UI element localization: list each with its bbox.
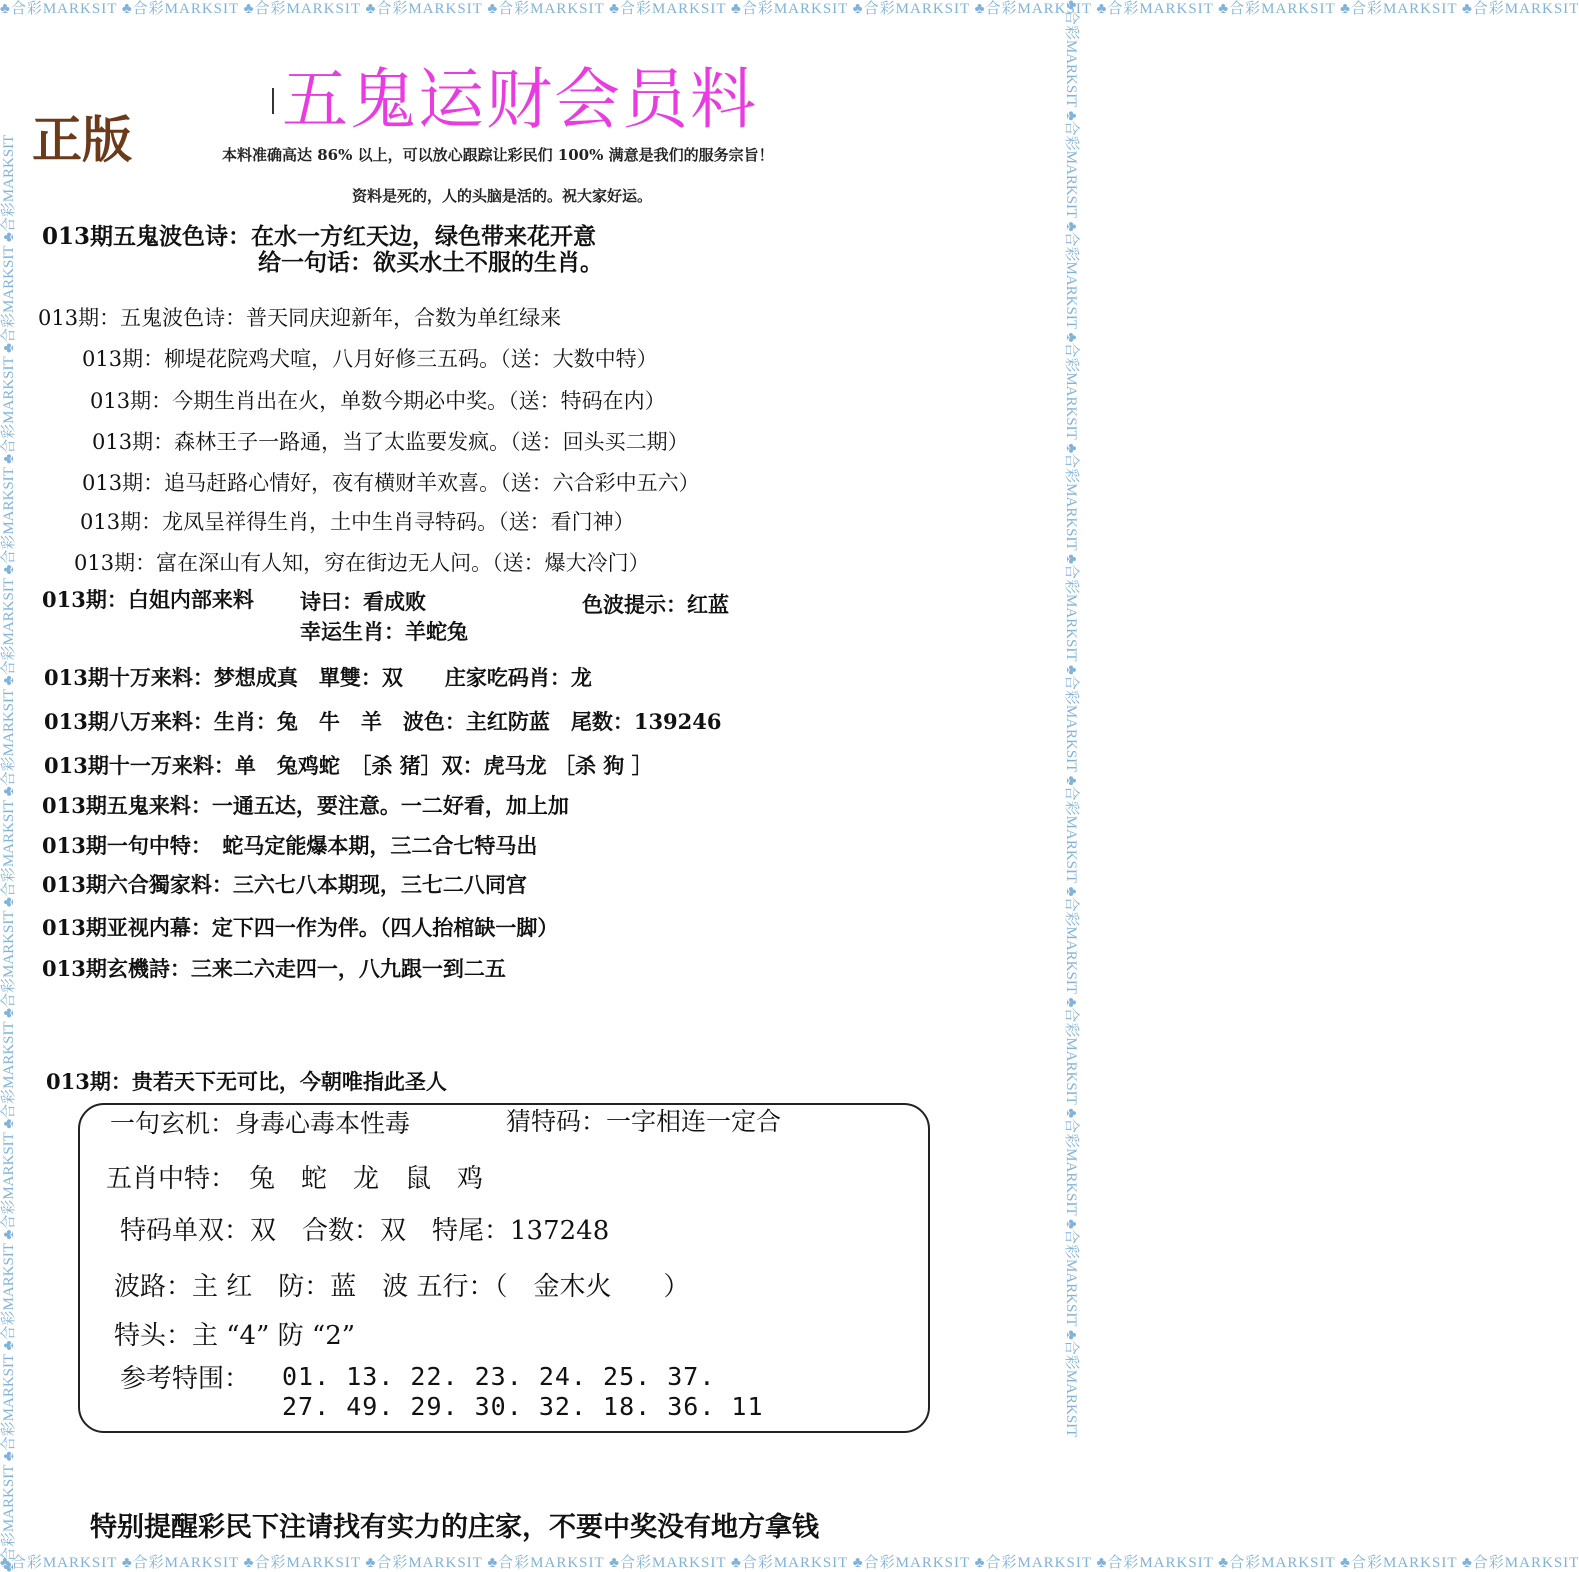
box-head: 特头：主 “4” 防 “2” [114, 1321, 356, 1351]
title-cursor-bar [272, 88, 274, 114]
list-item: 013期五鬼来料：一通五达，要注意。一二好看，加上加 [42, 793, 569, 818]
box-five-zodiac: 五肖中特： 兔 蛇 龙 鼠 鸡 [106, 1164, 484, 1194]
list-item: 013期十一万来料：单 兔鸡蛇 ［杀 猪］双：虎马龙 ［杀 狗 ］ [44, 753, 653, 778]
baijie-label: 013期：白姐内部来料 [42, 587, 254, 612]
baijie-color-hint: 色波提示：红蓝 [582, 592, 729, 617]
list-item: 013期一句中特： 蛇马定能爆本期，三二合七特马出 [42, 833, 538, 858]
list-item: 013期玄機詩：三来二六走四一，八九跟一到二五 [42, 956, 506, 981]
box-guess: 猜特码：一字相连一定合 [506, 1107, 782, 1136]
list-item: 013期六合獨家料：三六七八本期现，三七二八同宫 [42, 872, 527, 897]
footer-warning: 特别提醒彩民下注请找有实力的庄家，不要中奖没有地方拿钱 [90, 1512, 819, 1543]
watermark-right-text: ♣合彩MARKSIT ♣合彩MARKSIT ♣合彩MARKSIT ♣合彩MARKSIT ♣合彩MARKSIT ♣合彩MARKSIT ♣合彩MARKSIT ♣合彩MARKSIT ♣合彩MARKSIT ♣合彩MARKSIT ♣合彩MARKSIT ♣合彩MARKSIT ♣合彩MARKSIT [1063, 0, 1079, 1438]
list-item: 013期十万来料：梦想成真 單雙：双 庄家吃码肖：龙 [44, 665, 592, 690]
tagline-luck: 资料是死的，人的头脑是活的。祝大家好运。 [352, 187, 653, 205]
list-item: 013期八万来料：生肖：兔 牛 羊 波色：主红防蓝 尾数：139246 [44, 709, 722, 734]
watermark-bottom: ♣合彩MARKSIT ♣合彩MARKSIT ♣合彩MARKSIT ♣合彩MARKSIT ♣合彩MARKSIT ♣合彩MARKSIT ♣合彩MARKSIT ♣合彩MARKSIT ♣合彩MARKSIT ♣合彩MARKSIT ♣合彩MARKSIT ♣合彩MARKSIT ♣合彩MARKSIT [0, 1555, 1579, 1571]
list-item: 013期：富在深山有人知，穷在街边无人问。（送：爆大冷门） [74, 551, 650, 575]
box-ref-numbers-1: 01. 13. 22. 23. 24. 25. 37. [282, 1362, 716, 1391]
watermark-right [1062, 0, 1080, 1572]
watermark-left-text: ♣合彩MARKSIT ♣合彩MARKSIT ♣合彩MARKSIT ♣合彩MARKSIT ♣合彩MARKSIT ♣合彩MARKSIT ♣合彩MARKSIT ♣合彩MARKSIT ♣合彩MARKSIT ♣合彩MARKSIT ♣合彩MARKSIT ♣合彩MARKSIT ♣合彩MARKSIT [1, 134, 17, 1572]
box-wave: 波路：主 红 防：蓝 波 五行：（ 金木火 ） [114, 1272, 690, 1302]
poem-sub: 给一句话：欲买水土不服的生肖。 [258, 249, 603, 276]
list-item: 013期亚视内幕：定下四一作为伴。（四人抬棺缺一脚） [42, 915, 559, 940]
watermark-left [0, 0, 18, 1572]
baijie-poem: 诗曰：看成败 [300, 589, 426, 614]
tagline-accuracy: 本料准确高达 86% 以上，可以放心跟踪让彩民们 100% 满意是我们的服务宗旨！ [222, 146, 774, 164]
page-title: 五鬼运财会员料 [282, 61, 758, 138]
list-item: 013期：柳堤花院鸡犬喧，八月好修三五码。（送：大数中特） [82, 347, 658, 371]
baijie-lucky: 幸运生肖：羊蛇兔 [300, 619, 468, 644]
box-ref-numbers-2: 27. 49. 29. 30. 32. 18. 36. 11 [282, 1392, 764, 1421]
last-line: 013期：贵若天下无可比，今朝唯指此圣人 [46, 1069, 447, 1094]
list-item: 013期：五鬼波色诗：普天同庆迎新年，合数为单红绿来 [38, 306, 562, 330]
box-riddle: 一句玄机：身毒心毒本性毒 [110, 1109, 411, 1138]
list-item: 013期：追马赶路心情好，夜有横财羊欢喜。（送：六合彩中五六） [82, 471, 700, 495]
genuine-stamp: 正版 [32, 110, 132, 169]
list-item: 013期：龙凤呈祥得生肖，土中生肖寻特码。（送：看门神） [80, 510, 635, 534]
box-odd-even: 特码单双：双 合数：双 特尾：137248 [120, 1216, 610, 1246]
poem-title: 013期五鬼波色诗：在水一方红天边，绿色带来花开意 [42, 223, 597, 250]
list-item: 013期：森林王子一路通，当了太监要发疯。（送：回头买二期） [92, 430, 689, 454]
box-ref-label: 参考特围： [120, 1364, 251, 1394]
watermark-top: ♣合彩MARKSIT ♣合彩MARKSIT ♣合彩MARKSIT ♣合彩MARKSIT ♣合彩MARKSIT ♣合彩MARKSIT ♣合彩MARKSIT ♣合彩MARKSIT ♣合彩MARKSIT ♣合彩MARKSIT ♣合彩MARKSIT ♣合彩MARKSIT ♣合彩MARKSIT [0, 1, 1579, 17]
list-item: 013期：今期生肖出在火，单数今期必中奖。（送：特码在内） [90, 389, 666, 413]
